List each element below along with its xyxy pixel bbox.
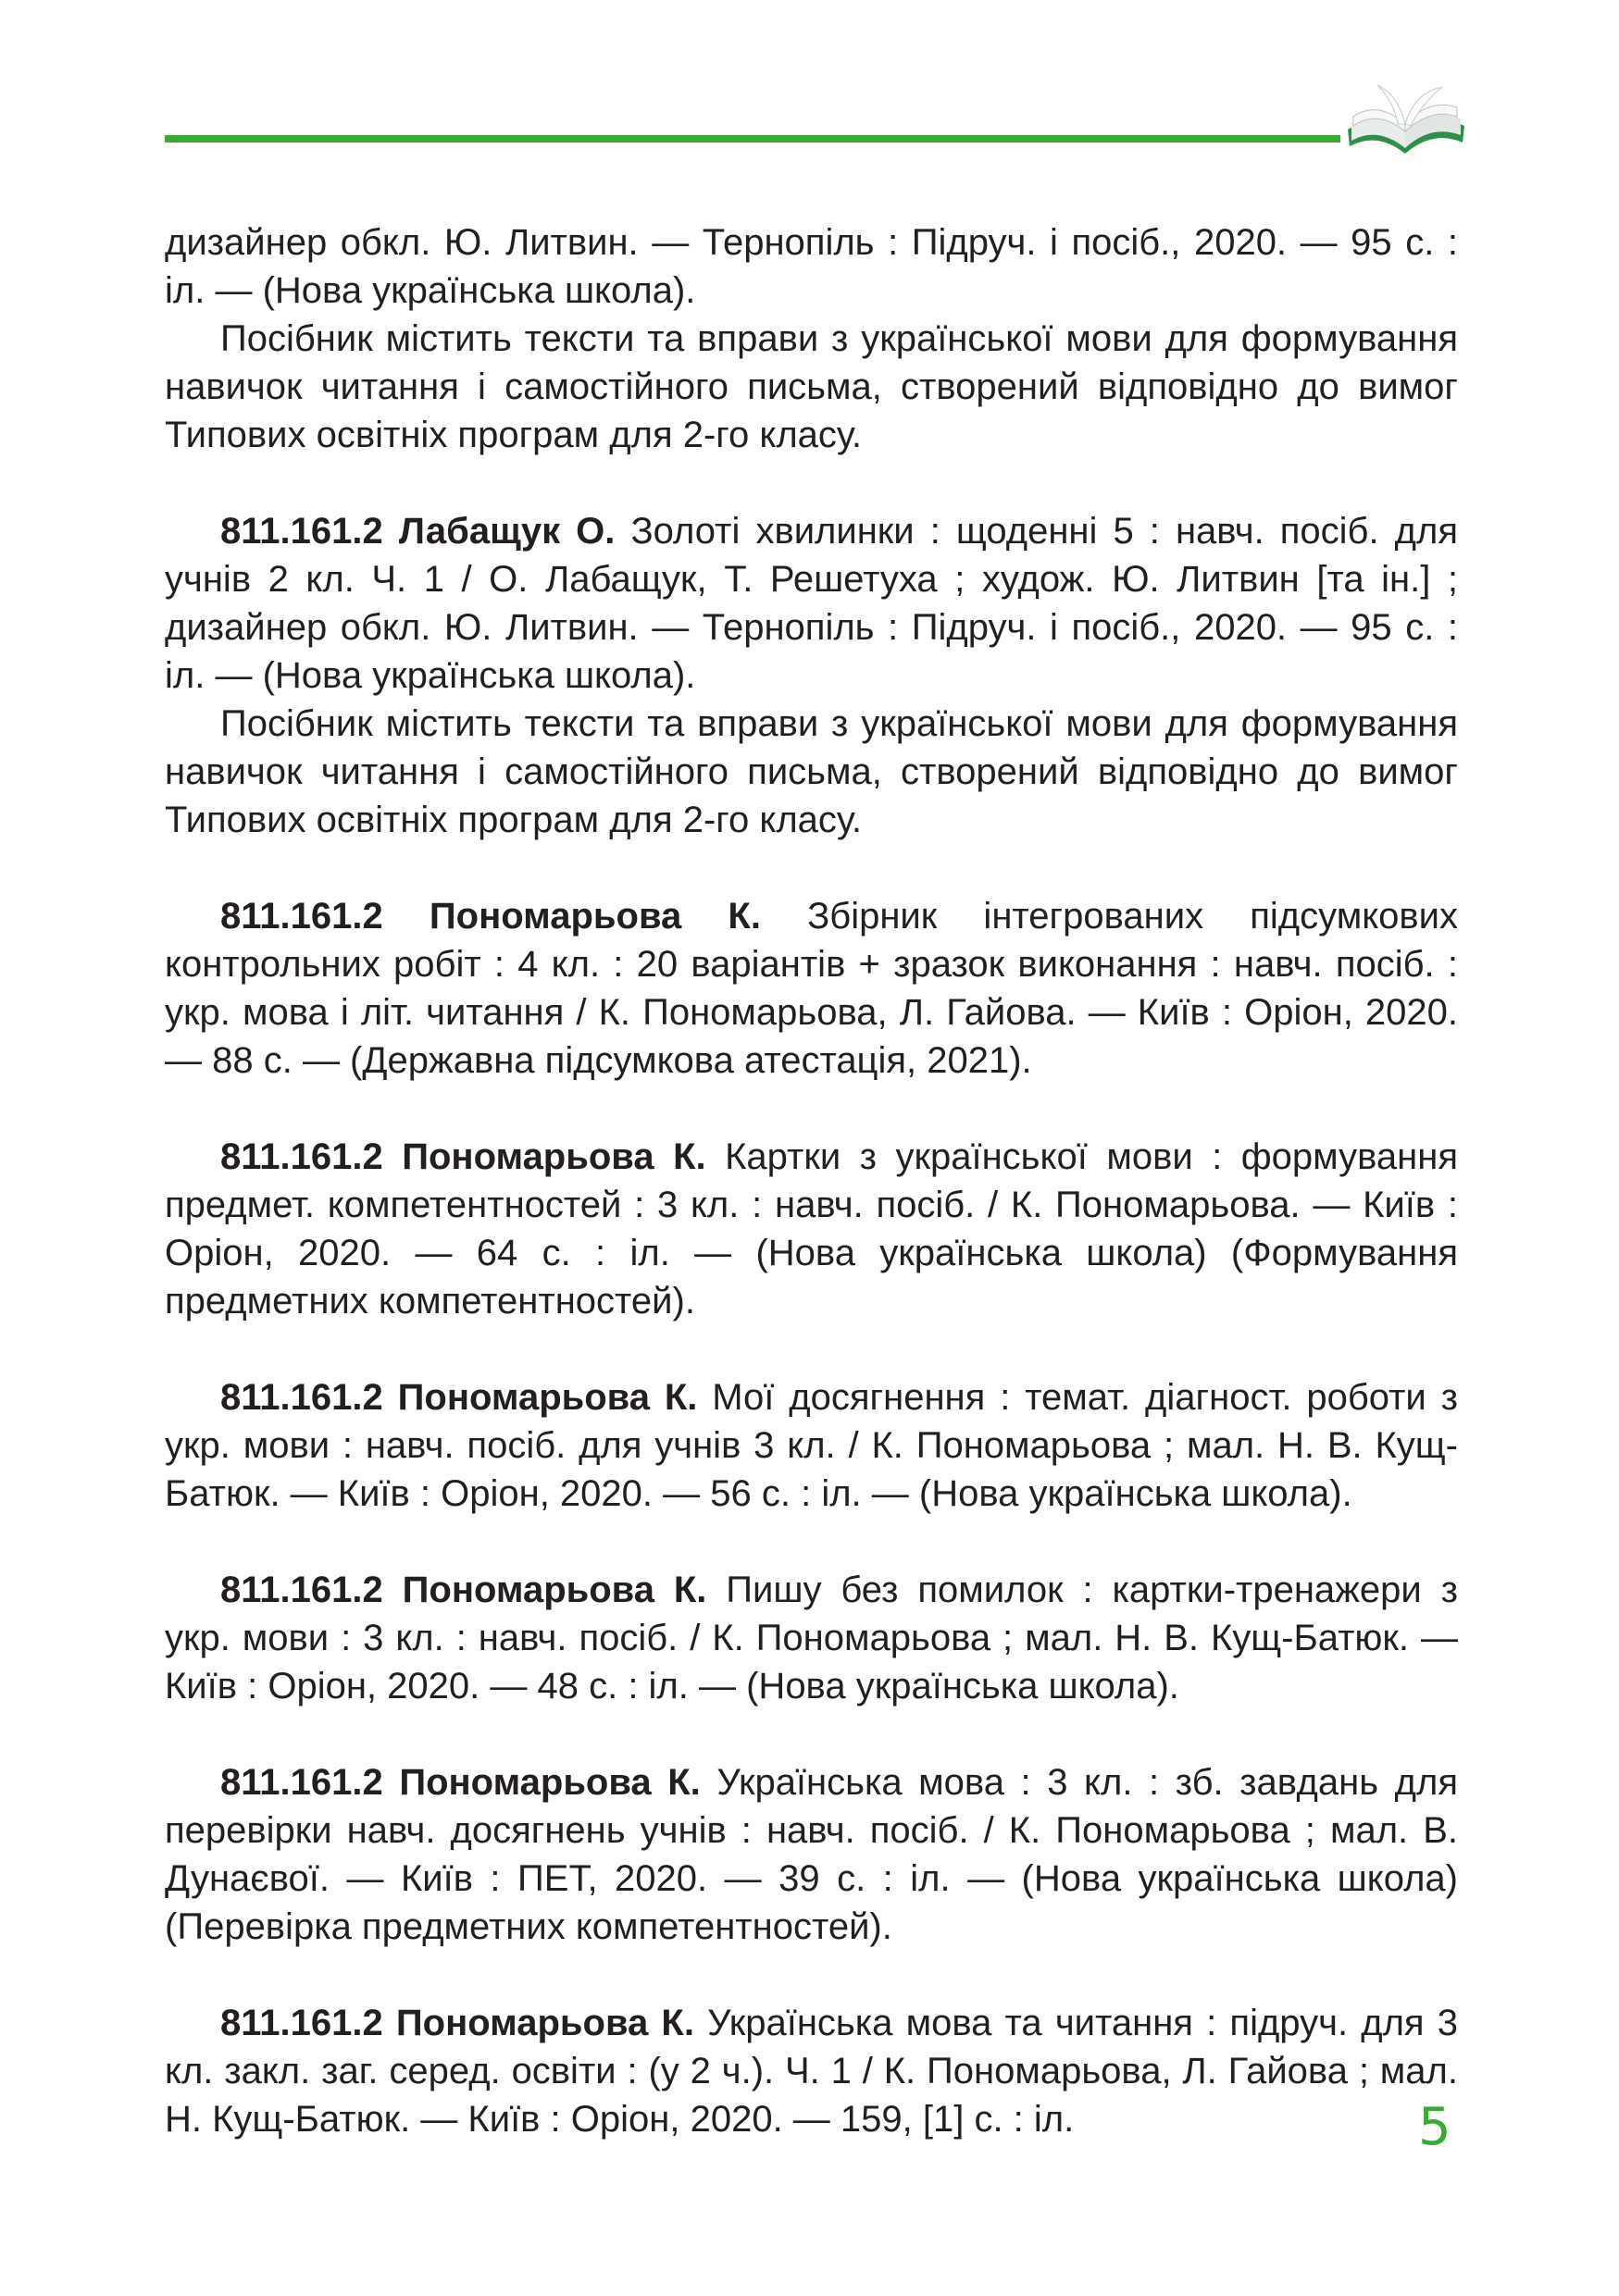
entry-author: Пономарьова К. [399,1762,701,1803]
bibliography-entry [165,892,1458,1085]
udc-code: 811.161.2 [220,1570,383,1610]
entry-description: 811.161.2 Пономарьова К. Українська мова та читання : підруч. для 3 кл. закл. заг. серед. освіти : (у 2 ч.). Ч. 1 / К. Пономарьова, Л. Гайова ; мал. Н. Кущ-Батюк. — Київ : Оріон, 2020. — 159, [1] с. : іл. [165,2003,1458,2140]
bibliography-entry [165,218,1458,459]
udc-code: 811.161.2 [220,1377,383,1418]
bibliography-entry [165,507,1458,844]
entry-description: 811.161.2 Пономарьова К. Пишу без помилок : картки-тренажери з укр. мови : 3 кл. : навч. посіб. / К. Пономарьова ; мал. Н. В. Кущ-Батюк. — Київ : Оріон, 2020. — 48 с. : іл. — (Нова українська школа). [165,1570,1458,1706]
bibliography-entry [165,1758,1458,1951]
udc-code: 811.161.2 [220,511,383,552]
entry-author: Пономарьова К. [402,1136,706,1177]
entry-author: Пономарьова К. [397,1377,698,1418]
udc-code: 811.161.2 [220,1136,383,1177]
bibliography-entry [165,1566,1458,1710]
entry-description: 811.161.2 Пономарьова К. Мої досягнення : темат. діагност. роботи з укр. мови : навч. посіб. для учнів 3 кл. / К. Пономарьова ; мал. Н. В. Кущ-Батюк. — Київ : Оріон, 2020. — 56 с. : іл. — (Нова українська школа). [165,1377,1458,1514]
udc-code: 811.161.2 [220,2003,383,2043]
entry-abstract: Посібник містить тексти та вправи з української мови для формування навичок читання і самостійного письма, створений відповідно до вимог Типових освітніх програм для 2-го класу. [165,318,1458,455]
entry-author: Пономарьова К. [395,2003,694,2043]
udc-code: 811.161.2 [220,1762,383,1803]
entry-abstract: Посібник містить тексти та вправи з української мови для формування навичок читання і самостійного письма, створений відповідно до вимог Типових освітніх програм для 2-го класу. [165,703,1458,840]
entry-description: 811.161.2 Пономарьова К. Картки з української мови : формування предмет. компетентностей : 3 кл. : навч. посіб. / К. Пономарьова. — Київ : Оріон, 2020. — 64 с. : іл. — (Нова українська школа) (Формування предметних компетентностей). [165,1136,1458,1322]
entry-description: 811.161.2 Лабащук О. Золоті хвилинки : щоденні 5 : навч. посіб. для учнів 2 кл. Ч. 1 / О. Лабащук, Т. Решетуха ; худож. Ю. Литвин [та ін.] ; дизайнер обкл. Ю. Литвин. — Тернопіль : Підруч. і посіб., 2020. — 95 с. : іл. — (Нова українська школа). [165,511,1458,696]
entry-author: Пономарьова К. [429,896,761,937]
entry-description: дизайнер обкл. Ю. Литвин. — Тернопіль : Підруч. і посіб., 2020. — 95 с. : іл. — (Нова українська школа). [165,222,1458,311]
bibliography-entry [165,1133,1458,1325]
bibliography-list [165,218,1458,2191]
bibliography-entry [165,1999,1458,2143]
entry-author: Пономарьова К. [402,1570,707,1610]
entry-author: Лабащук О. [398,511,616,552]
header-rule [165,135,1340,143]
page-number: 5 [1418,2097,1451,2157]
udc-code: 811.161.2 [220,896,383,937]
open-book-icon [1340,74,1470,176]
entry-description: 811.161.2 Пономарьова К. Українська мова : 3 кл. : зб. завдань для перевірки навч. досягнень учнів : навч. посіб. / К. Пономарьова ; мал. В. Дунаєвої. — Київ : ПЕТ, 2020. — 39 с. : іл. — (Нова українська школа) (Перевірка предметних компетентностей). [165,1762,1458,1947]
bibliography-entry [165,1373,1458,1518]
entry-description: 811.161.2 Пономарьова К. Збірник інтегрованих підсумкових контрольних робіт : 4 кл. : 20 варіантів + зразок виконання : навч. посіб. : укр. мова і літ. читання / К. Пономарьова, Л. Гайова. — Київ : Оріон, 2020. — 88 с. — (Державна підсумкова атестація, 2021). [165,896,1458,1081]
